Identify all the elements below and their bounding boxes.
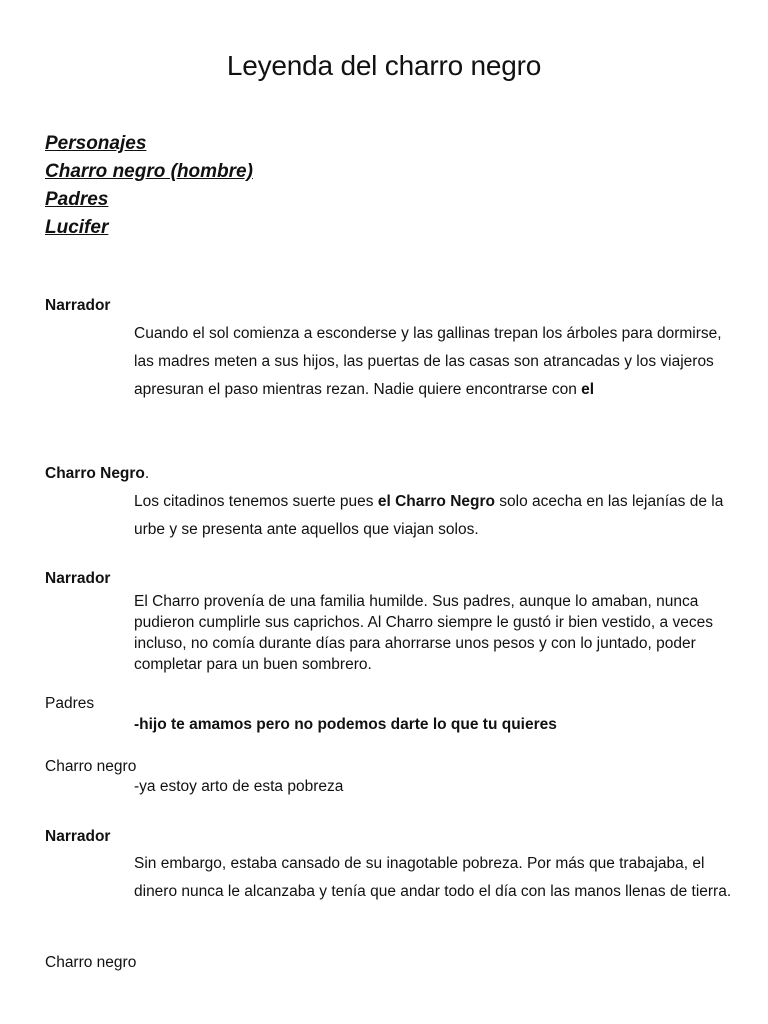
character-item: Padres (45, 189, 109, 210)
character-item: Lucifer (45, 217, 109, 238)
speaker-name: Charro Negro (45, 465, 145, 482)
dialogue-text: El Charro provenía de una familia humilde. Sus padres, aunque lo amaban, nunca pudieron cumplirle sus caprichos. Al Charro siempre le gustó ir bien vestido, a veces incluso, no comía durante días para ahorrarse unos pesos y con lo juntado, poder completar para un buen sombrero. (134, 593, 713, 673)
character-item: Charro negro (hombre) (45, 161, 253, 182)
speaker-label: Charro negro (45, 758, 137, 775)
speaker-label: Charro negro (45, 954, 137, 971)
speaker-suffix: . (144, 465, 150, 482)
dialogue-text-part: Los citadinos tenemos suerte pues (134, 493, 378, 510)
speaker-label (45, 465, 149, 483)
characters-heading: Personajes (45, 133, 147, 154)
document-title: Leyenda del charro negro (226, 50, 542, 81)
dialogue-text-part: solo acecha en las lejanías de la urbe y se presenta ante aquellos que viajan solos. (134, 493, 724, 538)
dialogue-text-bold: el Charro Negro (377, 493, 495, 510)
speaker-label: Padres (45, 695, 95, 712)
dialogue-text-part: Cuando el sol comienza a esconderse y las gallinas trepan los árboles para dormirse, las madres meten a sus hijos, las puertas de las casas son atrancadas y los viajeros apresuran el paso mientras rezan. Nadie quiere encontrarse con (134, 325, 722, 398)
speaker-label: Narrador (45, 828, 111, 845)
dialogue-text: -hijo te amamos pero no podemos darte lo que tu quieres (134, 716, 557, 733)
dialogue-text: -ya estoy arto de esta pobreza (134, 778, 344, 795)
characters-list (45, 130, 253, 242)
dialogue-text-bold: el (581, 381, 595, 398)
dialogue-text (134, 320, 734, 404)
dialogue-text: Sin embargo, estaba cansado de su inagotable pobreza. Por más que trabajaba, el dinero nunca le alcanzaba y tenía que andar todo el día con las manos llenas de tierra. (134, 855, 732, 900)
speaker-label: Narrador (45, 570, 111, 587)
speaker-label: Narrador (45, 297, 111, 314)
dialogue-text (134, 488, 734, 544)
